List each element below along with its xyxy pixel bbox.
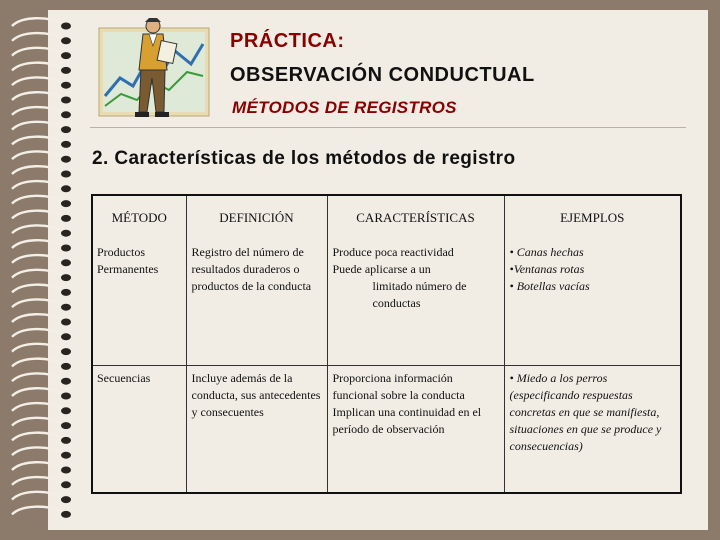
spiral-ring-icon [12,240,71,251]
definition-cell: Incluye además de la conducta, sus antecedentes y consecuentes [186,366,327,494]
characteristic-line: Proporciona información funcional sobre la conducta [332,371,465,402]
spiral-ring-icon [12,107,71,118]
spiral-ring-icon [12,314,71,325]
title-observacion-conductual: OBSERVACIÓN CONDUCTUAL [230,64,535,86]
spiral-ring-icon [12,255,71,266]
methods-table [91,194,682,494]
spiral-ring-icon [12,447,71,458]
spiral-ring-icon [12,151,71,162]
spiral-ring-icon [12,285,71,296]
spiral-ring-icon [12,77,71,88]
characteristic-line: limitado número de conductas [372,279,467,310]
characteristics-cell [327,366,504,494]
example-item: • Botellas vacías [509,279,590,293]
spiral-binding-icon [8,16,78,526]
spiral-ring-icon [12,373,71,384]
spiral-ring-icon [12,403,71,414]
spiral-ring-icon [12,18,71,29]
table-row [92,240,681,366]
spiral-ring-icon [12,433,71,444]
table-row [92,366,681,494]
examples-cell [504,240,681,366]
method-cell: Productos Permanentes [92,240,186,366]
example-item: •Ventanas rotas [509,262,585,276]
spiral-ring-icon [12,63,71,74]
spiral-ring-icon [12,299,71,310]
spiral-ring-icon [12,507,71,518]
column-header: CARACTERÍSTICAS [327,195,504,240]
definition-cell: Registro del número de resultados duraderos o productos de la conducta [186,240,327,366]
spiral-ring-icon [12,329,71,340]
characteristic-line: Implican una continuidad en el período de observación [332,405,482,436]
title-practica: PRÁCTICA: [230,30,345,52]
characteristic-line: Produce poca reactividad [332,245,454,259]
spiral-ring-icon [12,166,71,177]
spiral-ring-icon [12,211,71,222]
spiral-ring-icon [12,196,71,207]
method-cell: Secuencias [92,366,186,494]
spiral-ring-icon [12,92,71,103]
examples-cell [504,366,681,494]
spiral-ring-icon [12,477,71,488]
subtitle-metodos: MÉTODOS DE REGISTROS [232,98,457,117]
table-header-row [92,195,681,240]
spiral-ring-icon [12,359,71,370]
spiral-ring-icon [12,122,71,133]
column-header: MÉTODO [92,195,186,240]
spiral-ring-icon [12,418,71,429]
example-item: • Canas hechas [509,245,584,259]
characteristics-cell [327,240,504,366]
spiral-ring-icon [12,33,71,44]
spiral-ring-icon [12,181,71,192]
spiral-ring-icon [12,462,71,473]
section-heading: 2. Características de los métodos de registro [92,148,516,169]
example-item: • Miedo a los perros (especificando respuestas concretas en que se manifiesta, situaciones en que se produce y consecuencias) [509,371,662,453]
column-header: EJEMPLOS [560,210,625,225]
spiral-ring-icon [12,344,71,355]
spiral-ring-icon [12,137,71,148]
spiral-ring-icon [12,492,71,503]
divider [90,127,686,128]
spiral-ring-icon [12,270,71,281]
column-header: DEFINICIÓN [186,195,327,240]
businessman-clipboard-icon [95,16,217,124]
spiral-ring-icon [12,48,71,59]
spiral-ring-icon [12,225,71,236]
characteristic-line: Puede aplicarse a un [332,262,431,276]
spiral-ring-icon [12,388,71,399]
